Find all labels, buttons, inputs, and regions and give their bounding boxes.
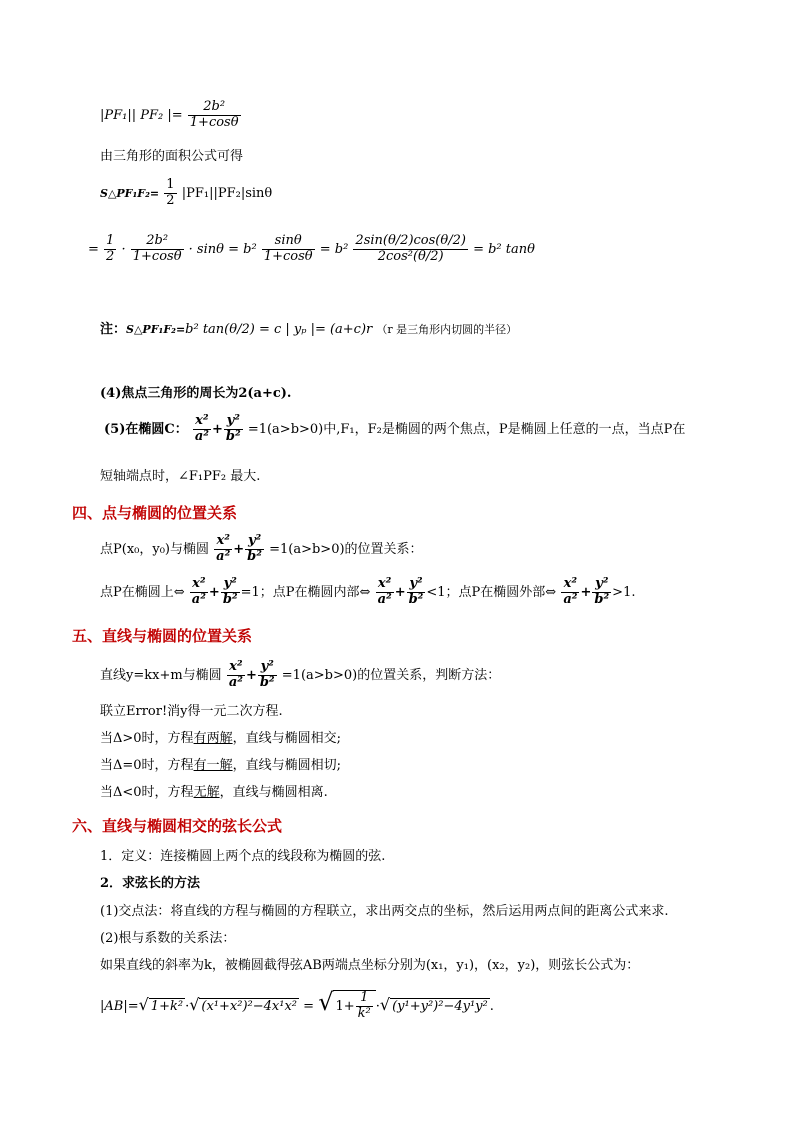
chain-frac-6	[353, 234, 468, 265]
section-6-p3: (1)交点法：将直线的方程与椭圆的方程联立，求出两交点的坐标，然后运用两点间的距离公式来求.	[100, 904, 669, 919]
frac-num: x²	[214, 534, 232, 550]
frac-den: a²	[377, 591, 392, 607]
y2-b2-fraction	[407, 577, 426, 608]
frac-den: b²	[247, 548, 262, 564]
y2-b2-fraction	[592, 577, 611, 608]
frac-num: y²	[224, 414, 243, 430]
y2-b2-fraction	[221, 577, 240, 608]
dot: ·	[185, 999, 190, 1014]
frac-num: 2b²	[188, 100, 241, 116]
section-5-title: 五、直线与椭圆的位置关系	[72, 627, 253, 645]
one-plus: 1+	[335, 999, 355, 1014]
section-5-line5	[100, 785, 328, 801]
ab-lhs: |AB|=	[100, 999, 139, 1014]
half-fraction	[164, 178, 176, 209]
section-6-p1: 1．定义：连接椭圆上两个点的线段称为椭圆的弦.	[100, 849, 386, 864]
frac-den: a²	[228, 674, 243, 690]
frac-num: 1	[166, 177, 175, 192]
x2-a2-fraction	[561, 577, 579, 608]
area-caption: 由三角形的面积公式可得	[100, 149, 244, 164]
frac-num: 2sin(θ/2)cos(θ/2)	[355, 233, 466, 248]
frac-den: b²	[408, 591, 424, 607]
pf-product-fraction	[188, 100, 241, 131]
equals: =	[303, 999, 315, 1014]
x2-a2-fraction	[227, 660, 245, 691]
chain-term-5: = b²	[319, 241, 349, 257]
frac-den: b²	[594, 591, 610, 607]
section-6-p2: 2．求弦长的方法	[100, 876, 201, 891]
item5-prefix: (5)在椭圆C：	[104, 421, 188, 437]
area-lhs: S△PF₁F₂=	[100, 186, 160, 200]
note-prefix: 注：	[100, 322, 127, 337]
section-5-line2: 联立Error!消y得一元二次方程.	[100, 704, 283, 719]
s5-l5u: 无解	[193, 785, 220, 800]
pf-product-formula	[100, 100, 242, 131]
frac-den: b²	[225, 428, 241, 444]
section-5-line3	[100, 731, 341, 747]
section-5-line1	[100, 660, 500, 691]
s5-l3b: ，直线与椭圆相交;	[232, 731, 341, 746]
s4-inside: =1；点P在椭圆内部⇔	[240, 584, 371, 600]
frac-num: y²	[592, 577, 611, 593]
s5-l3a: 当Δ>0时，方程	[100, 731, 194, 746]
plus: +	[394, 584, 406, 600]
s4-outside: <1；点P在椭圆外部⇔	[426, 584, 557, 600]
s5-text-a: 直线y=kx+m与椭圆	[100, 667, 222, 683]
frac-den: k²	[357, 1006, 371, 1021]
radical: √	[318, 988, 334, 1016]
frac-num: y²	[407, 577, 426, 593]
frac-den: 1+cosθ	[263, 248, 313, 264]
frac-den: 2cos²(θ/2)	[377, 248, 444, 264]
s5-l4a: 当Δ=0时，方程	[100, 758, 194, 773]
x2-a2-fraction	[193, 414, 211, 445]
frac-num: 2b²	[131, 234, 184, 250]
note-line	[100, 322, 517, 338]
frac-den: a²	[216, 548, 231, 564]
s5-text-b: =1(a>b>0)的位置关系，判断方法：	[281, 667, 501, 683]
section-6-p5: 如果直线的斜率为k，被椭圆截得弦AB两端点坐标分别为(x₁，y₁)，(x₂，y₂)，则弦长公式为：	[100, 958, 640, 973]
frac-den: a²	[191, 591, 206, 607]
plus: +	[580, 584, 592, 600]
x2-a2-fraction	[214, 534, 232, 565]
area-definition	[100, 178, 272, 209]
section-4-title: 四、点与椭圆的位置关系	[72, 504, 238, 522]
section-6-p4: (2)根与系数的关系法：	[100, 931, 236, 946]
x2-a2-fraction	[376, 577, 394, 608]
frac-num: x²	[190, 577, 208, 593]
frac-num: sinθ	[262, 234, 315, 250]
frac-num: 1	[356, 991, 373, 1007]
note-s: S△PF₁F₂=	[126, 323, 186, 336]
plus: +	[245, 667, 257, 683]
s5-l5a: 当Δ<0时，方程	[100, 785, 194, 800]
y2-b2-fraction	[224, 414, 243, 445]
one-over-k2	[356, 991, 373, 1022]
s4-text-b: =1(a>b>0)的位置关系：	[269, 541, 423, 557]
radicand-2: (x¹+x²)²−4x¹x²	[201, 999, 297, 1014]
frac-den: 2	[166, 192, 175, 208]
frac-den: a²	[563, 591, 578, 607]
plus: +	[233, 541, 245, 557]
note-body: b² tan(θ/2) = c | yₚ |= (a+c)r	[185, 322, 373, 337]
section-5-line4	[100, 758, 341, 774]
chain-term-7: = b² tanθ	[473, 241, 535, 257]
plus: +	[208, 584, 220, 600]
section-6-title: 六、直线与椭圆相交的弦长公式	[72, 817, 283, 835]
plus: +	[211, 421, 223, 437]
frac-den: 1+cosθ	[189, 114, 239, 130]
frac-num: x²	[227, 660, 245, 676]
radical: √	[138, 995, 149, 1014]
radicand-4: (y¹+y²)²−4y¹y²	[392, 999, 488, 1014]
frac-num: 1	[106, 233, 115, 248]
note-remark: （r 是三角形内切圆的半径）	[376, 323, 518, 336]
frac-den: a²	[194, 428, 209, 444]
area-rhs: |PF₁||PF₂|sinθ	[181, 185, 273, 201]
y2-b2-fraction	[245, 534, 264, 565]
s5-l5b: ，直线与椭圆相离.	[219, 785, 328, 800]
frac-num: x²	[193, 414, 211, 430]
s4-end: >1.	[612, 584, 636, 600]
chain-frac-1	[104, 234, 116, 265]
frac-num: y²	[245, 534, 264, 550]
frac-num: x²	[376, 577, 394, 593]
x2-a2-fraction	[190, 577, 208, 608]
chord-length-formula	[100, 988, 494, 1022]
frac-den: b²	[222, 591, 238, 607]
item-5-line1	[104, 414, 685, 445]
y2-b2-fraction	[258, 660, 277, 691]
frac-num: y²	[221, 577, 240, 593]
pf-product-lhs: |PF₁|| PF₂ |=	[100, 107, 183, 123]
chain-frac-4	[262, 234, 315, 265]
frac-den: 1+cosθ	[132, 248, 182, 264]
radical: √	[189, 995, 200, 1014]
s5-l3u: 有两解	[193, 731, 233, 746]
frac-den: 2	[106, 248, 115, 264]
frac-den: b²	[259, 674, 275, 690]
item-4: (4)焦点三角形的周长为2(a+c).	[100, 386, 292, 401]
radicand-1: 1+k²	[150, 999, 184, 1014]
equals: =	[88, 241, 99, 257]
section-4-line1	[100, 534, 423, 565]
s5-l4u: 有一解	[193, 758, 233, 773]
chain-term-3: · sinθ = b²	[188, 241, 257, 257]
dot: ·	[375, 999, 380, 1014]
area-chain-formula	[88, 234, 535, 265]
section-4-line2	[100, 577, 635, 608]
s4-on: 点P在椭圆上⇔	[100, 584, 185, 600]
frac-num: x²	[561, 577, 579, 593]
frac-num: y²	[258, 660, 277, 676]
radicand-3	[333, 990, 375, 1022]
dot: ·	[121, 241, 126, 257]
s4-text-a: 点P(x₀，y₀)与椭圆	[100, 541, 209, 557]
item-5-line2: 短轴端点时，∠F₁PF₂ 最大.	[100, 469, 261, 484]
period: .	[489, 999, 494, 1014]
item5-text: =1(a>b>0)中,F₁，F₂是椭圆的两个焦点，P是椭圆上任意的一点，当点P在	[247, 421, 686, 437]
radical: √	[379, 995, 391, 1014]
s5-l4b: ，直线与椭圆相切;	[232, 758, 341, 773]
chain-frac-2	[131, 234, 184, 265]
